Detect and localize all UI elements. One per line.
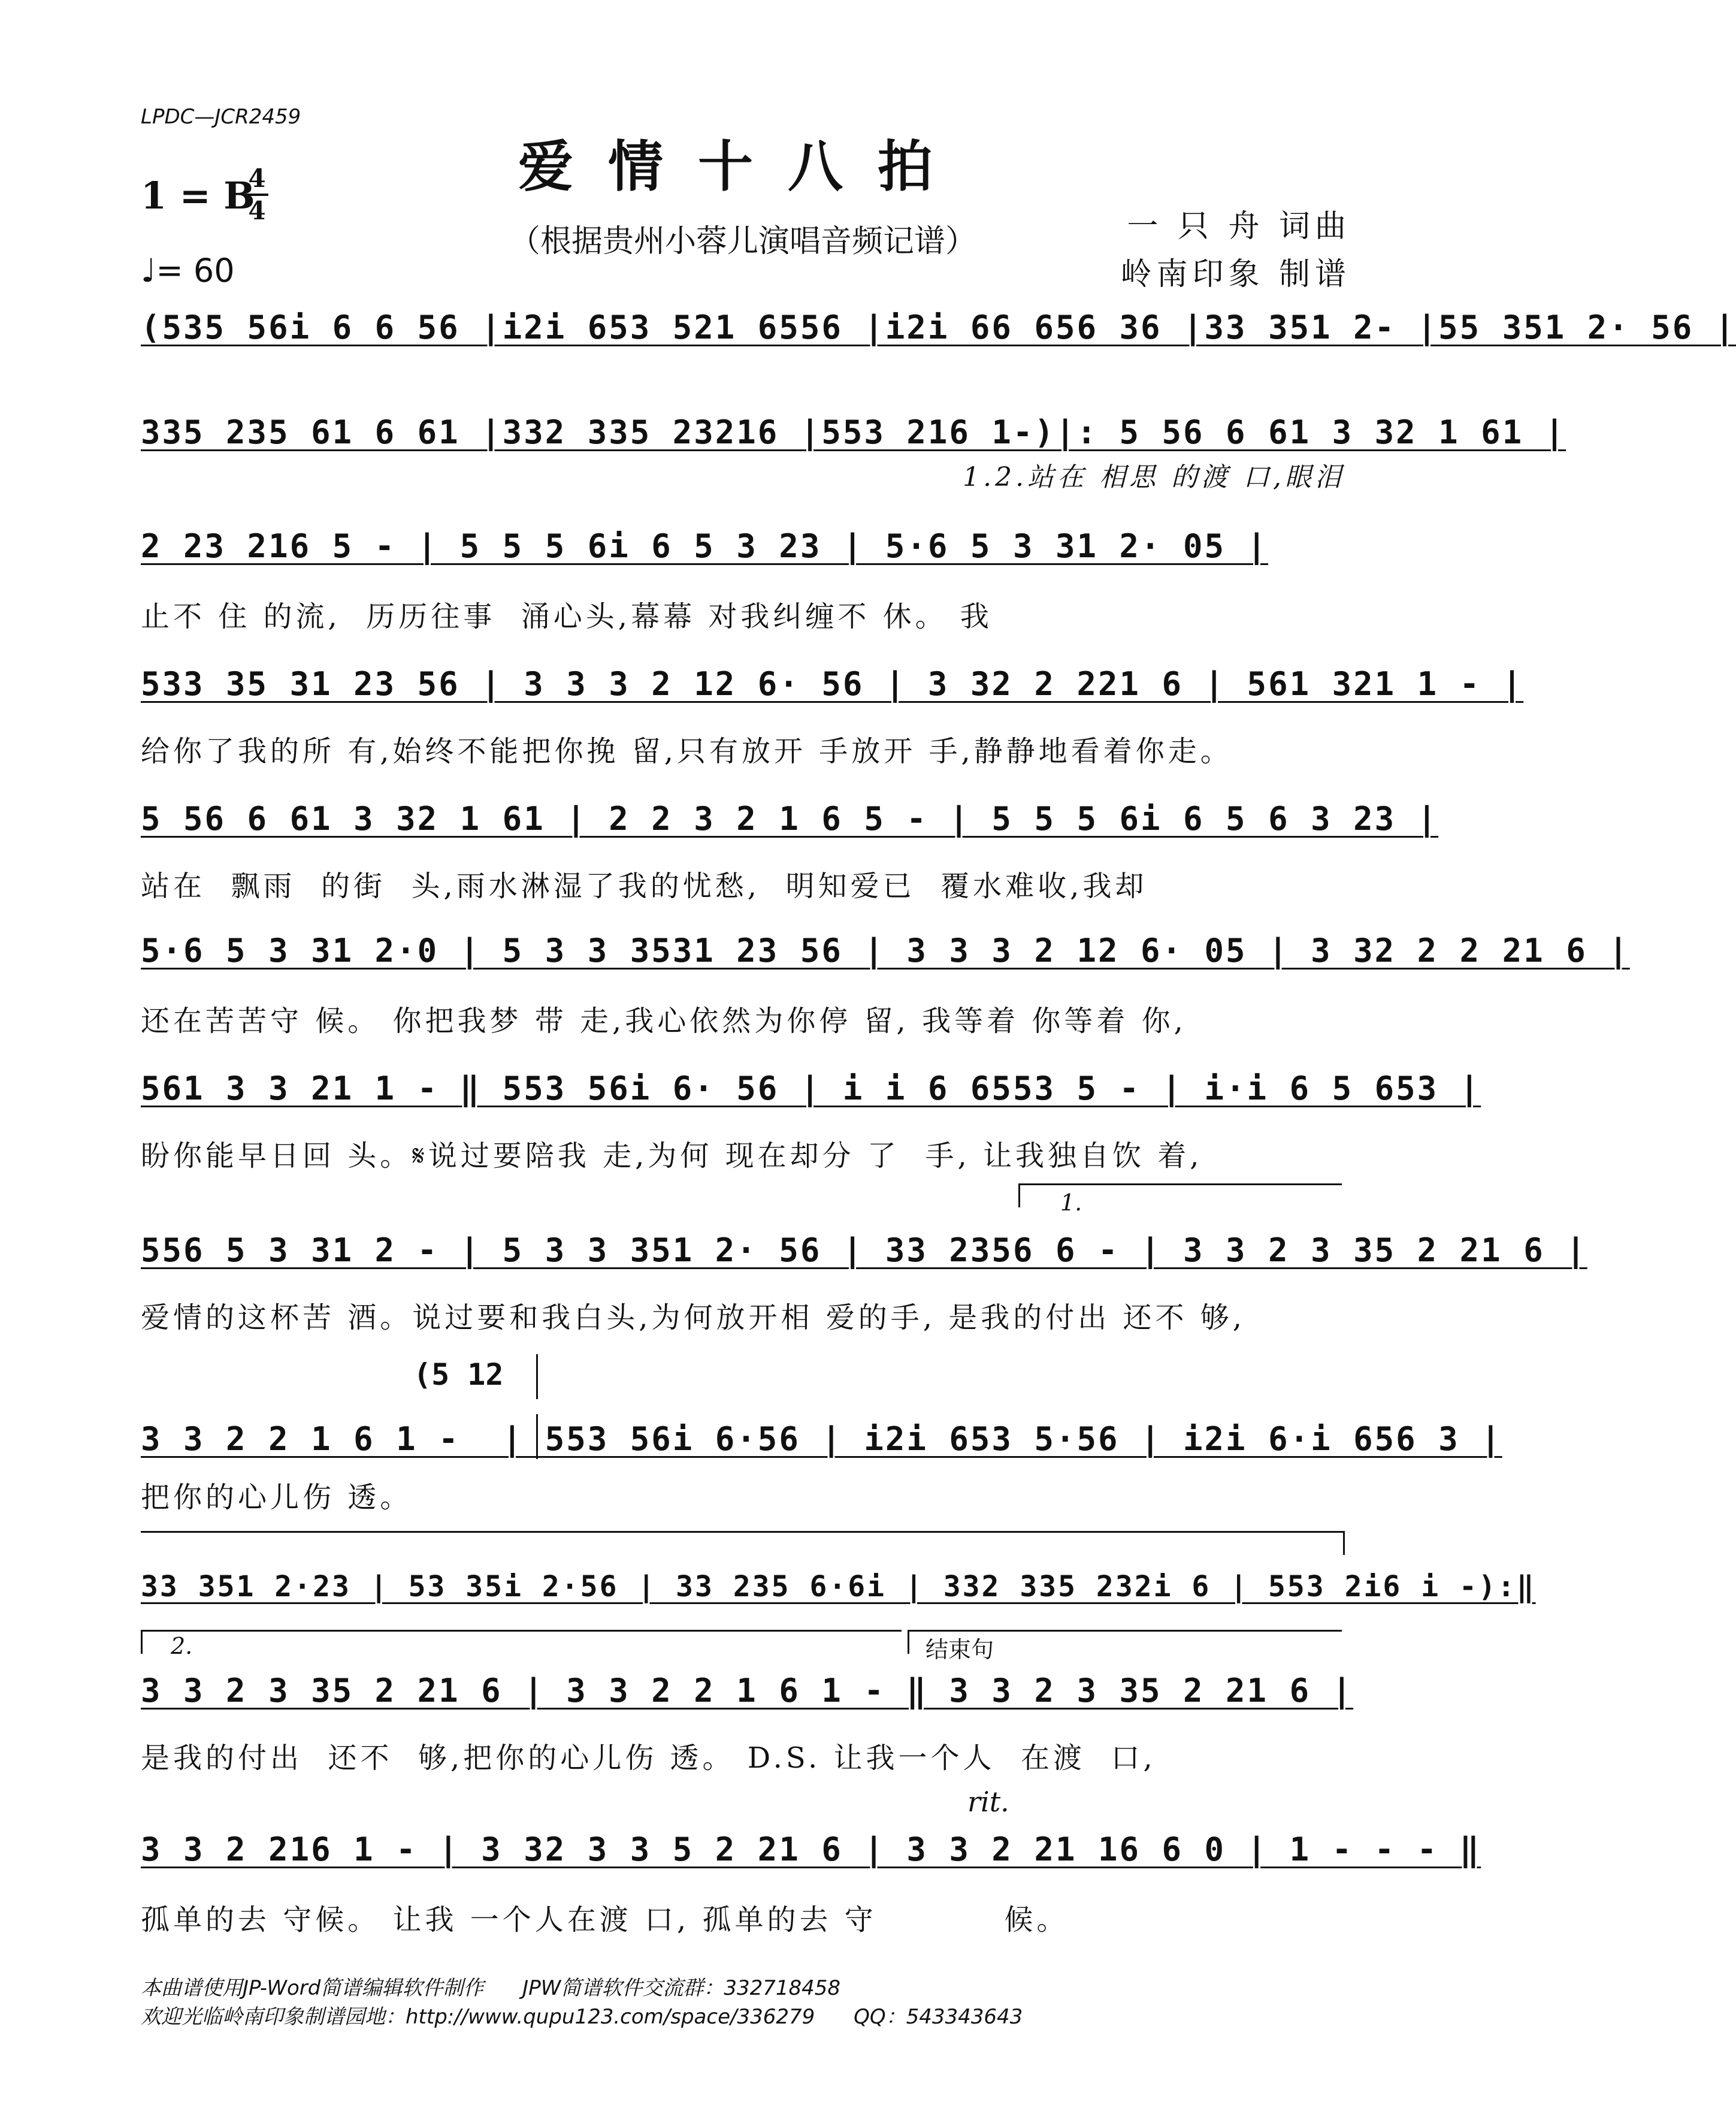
subtitle: （根据贵州小蓉儿演唱音频记谱） xyxy=(509,224,976,259)
lyric-row: 把你的心儿伤 透。 xyxy=(141,1481,413,1514)
score-code: LPDC—JCR2459 xyxy=(141,105,301,129)
lyric-row: 是我的付出 还不 够,把你的心儿伤 透。 D.S. 让我一个人 在渡 口, xyxy=(141,1741,1156,1775)
lyric-row: 爱情的这杯苦 酒。说过要和我白头,为何放开相 爱的手, 是我的付出 还不 够, xyxy=(141,1301,1246,1334)
lyric-row: 1.2.站在 相思 的渡 口,眼泪 xyxy=(963,462,1345,493)
notation-row: 533 35 31 23 56 | 3 3 3 2 12 6· 56 | 3 32 2 221 6 | 561 321 1 - | xyxy=(141,665,1524,703)
time-signature-top: 4 xyxy=(248,164,266,193)
notation-row: (535 56i 6 6 56 |i2i 653 521 6556 |i2i 66 656 36 |33 351 2- |55 351 2· 56 | xyxy=(141,309,1736,346)
lyric-row: 给你了我的所 有,始终不能把你挽 留,只有放开 手放开 手,静静地看着你走。 xyxy=(141,735,1233,768)
footer-website-note: 欢迎光临岭南印象制谱园地：http://www.qupu123.com/space/336279 QQ：543343643 xyxy=(141,2005,1023,2029)
lyric-row: 孤单的去 守候。 让我 一个人在渡 口, 孤单的去 守 候。 xyxy=(141,1903,1069,1937)
ending-label: 结束句 xyxy=(926,1636,994,1663)
notation-row: 3 3 2 3 35 2 21 6 | 3 3 2 2 1 6 1 - ‖ 3 3 2 3 35 2 21 6 | xyxy=(141,1672,1354,1710)
lyric-row: 站在 飘雨 的街 头,雨水淋湿了我的忧愁, 明知爱已 覆水难收,我却 xyxy=(141,869,1148,903)
notation-row: 3 3 2 2 1 6 1 - | 553 56i 6·56 | i2i 653 5·56 | i2i 6·i 656 3 | xyxy=(141,1420,1502,1458)
footer-software-note: 本曲谱使用JP-Word简谱编辑软件制作 JPW简谱软件交流群：332718458 xyxy=(141,1976,841,2000)
lyric-row: 止不 住 的流, 历历往事 涌心头,幕幕 对我纠缠不 休。 我 xyxy=(141,600,993,633)
time-signature-bottom: 4 xyxy=(248,196,266,225)
key-signature: 1 = B xyxy=(141,174,255,218)
notation-row: 561 3 3 21 1 - ‖ 553 56i 6· 56 | i i 6 6553 5 - | i·i 6 5 653 | xyxy=(141,1070,1481,1107)
notation-row: 2 23 216 5 - | 5 5 5 6i 6 5 3 23 | 5·6 5 3 31 2· 05 | xyxy=(141,527,1269,565)
notation-row: 335 235 61 6 61 |332 335 23216 |553 216 1-)|: 5 56 6 61 3 32 1 61 | xyxy=(141,413,1566,451)
song-title: 爱情十八拍 xyxy=(518,134,967,199)
notation-row: 3 3 2 216 1 - | 3 32 3 3 5 2 21 6 | 3 3 2 21 16 6 0 | 1 - - - ‖ xyxy=(141,1831,1481,1868)
alternate-notes: (5 12 xyxy=(413,1357,504,1392)
volta-2-label: 2. xyxy=(171,1633,193,1659)
lyric-row: 盼你能早日回 头。𝄋说过要陪我 走,为何 现在却分 了 手, 让我独自饮 着, xyxy=(141,1139,1203,1173)
notation-row: 5·6 5 3 31 2·0 | 5 3 3 3531 23 56 | 3 3 3 2 12 6· 05 | 3 32 2 2 21 6 | xyxy=(141,932,1630,970)
transcriber-credit: 岭南印象 制谱 xyxy=(1120,256,1351,292)
tempo-marking: ♩= 60 xyxy=(141,252,235,289)
notation-row: 5 56 6 61 3 32 1 61 | 2 2 3 2 1 6 5 - | 5 5 5 6i 6 5 6 3 23 | xyxy=(141,800,1439,838)
notation-row: 33 351 2·23 | 53 35i 2·56 | 33 235 6·6i | 332 335 232i 6 | 553 2i6 i -):‖ xyxy=(141,1570,1536,1603)
volta-1-label: 1. xyxy=(1060,1189,1082,1216)
lyric-row: 还在苦苦守 候。 你把我梦 带 走,我心依然为你停 留, 我等着 你等着 你, xyxy=(141,1004,1187,1038)
notation-row: 556 5 3 31 2 - | 5 3 3 351 2· 56 | 33 2356 6 - | 3 3 2 3 35 2 21 6 | xyxy=(141,1231,1587,1269)
lyricist-credit: 一 只 舟 词曲 xyxy=(1127,209,1351,244)
ritardando-mark: rit. xyxy=(967,1786,1009,1818)
